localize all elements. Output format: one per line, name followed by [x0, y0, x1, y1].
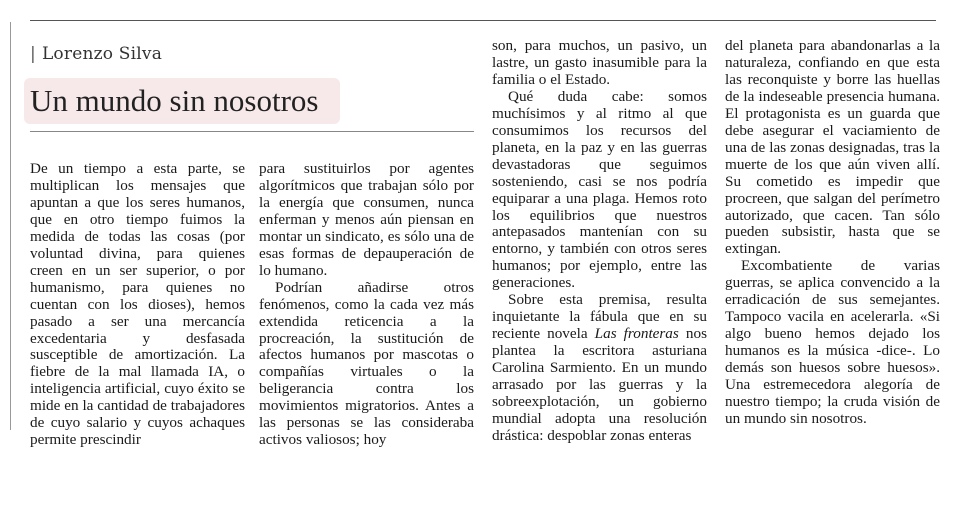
paragraph: del planeta para abandonarlas a la naturaleza, confiando en que esta las reconquiste y borre las huellas de la indeseable presencia humana. El protagonista es un guarda que debe asegurar el vaciamiento de una de las zonas designadas, tras la muerte de los que aún viven allí. Su cometido es impedir que procreen, que salgan del perímetro autorizado, que cacen. Tan sólo pueden subsistir, hasta que se extingan.: [725, 37, 940, 258]
headline: Un mundo sin nosotros: [24, 78, 340, 124]
text-column-3: [492, 38, 707, 445]
paragraph: Qué duda cabe: somos muchísimos y al ritmo al que consumimos los recursos del planeta, en la paz y en las guerras devastadoras que seguimos sosteniendo, casi se nos podría equiparar a una plaga. Hemos roto los equilibrios que nuestros antepasados mantenían con su entorno, y también con otros seres humanos; por ejemplo, entre las generaciones.: [492, 87, 707, 292]
column-rule: [10, 22, 11, 430]
paragraph: para sustituirlos por agentes algorítmicos que trabajan sólo por la energía que consumen, nunca enferman y menos aún piensan en montar un sindicato, es sólo una de esas formas de depauperación de lo humano.: [259, 160, 474, 279]
text-column-1: [30, 161, 245, 449]
paragraph-text: Sobre esta premisa, resulta inquietante la fábula que en su reciente novela: [492, 291, 707, 343]
paragraph: son, para muchos, un pasivo, un lastre, un gasto inasumible para la familia o el Estado.: [492, 37, 707, 88]
author-name: Lorenzo Silva: [41, 44, 163, 64]
text-column-2: [259, 161, 474, 449]
byline-bar: |: [30, 44, 36, 64]
paragraph: De un tiempo a esta parte, se multiplican los mensajes que apuntan a que los seres humanos, que en otro tiempo fuimos la medida de todas las cosas (por voluntad divina, para quienes creen en un ser superior, o por humanismo, para quienes no cuentan con los dioses), hemos pasado a ser una mercancía excedentaria y desfasada susceptible de amortización. La fiebre de la mal llamada IA, o inteligencia artificial, cuyo éxito se mide en la cantidad de trabajadores de cuyo salario y cuyos achaques permite prescindir: [30, 160, 245, 449]
paragraph: [492, 292, 707, 445]
paragraph: Excombatiente de varias guerras, se aplica convencido a la erradicación de sus semejantes. Tampoco vacila en acelerarla. «Si algo bueno hemos dejado los humanos es la música -dice-. Lo demás son huesos sobre huesos». Una estremecedora alegoría de nuestro tiempo; la cruda visión de un mundo sin nosotros.: [725, 257, 940, 427]
headline-rule: [30, 131, 474, 132]
text-column-4: [725, 38, 940, 428]
paragraph-text: nos plantea la escritora asturiana Carolina Sarmiento. En un mundo arrasado por las guerras y la sobreexplotación, un gobierno mundial adopta una resolución drástica: despoblar zonas enteras: [492, 325, 707, 444]
book-title: Las fronteras: [594, 325, 679, 343]
paragraph: Podrían añadirse otros fenómenos, como la cada vez más extendida reticencia a la procreación, la sustitución de afectos humanos por mascotas o compañías virtuales o la beligerancia contra los movimientos migratorios. Antes a las personas se las consideraba activos valiosos; hoy: [259, 278, 474, 449]
top-rule: [30, 20, 936, 21]
author-byline: [30, 44, 162, 64]
